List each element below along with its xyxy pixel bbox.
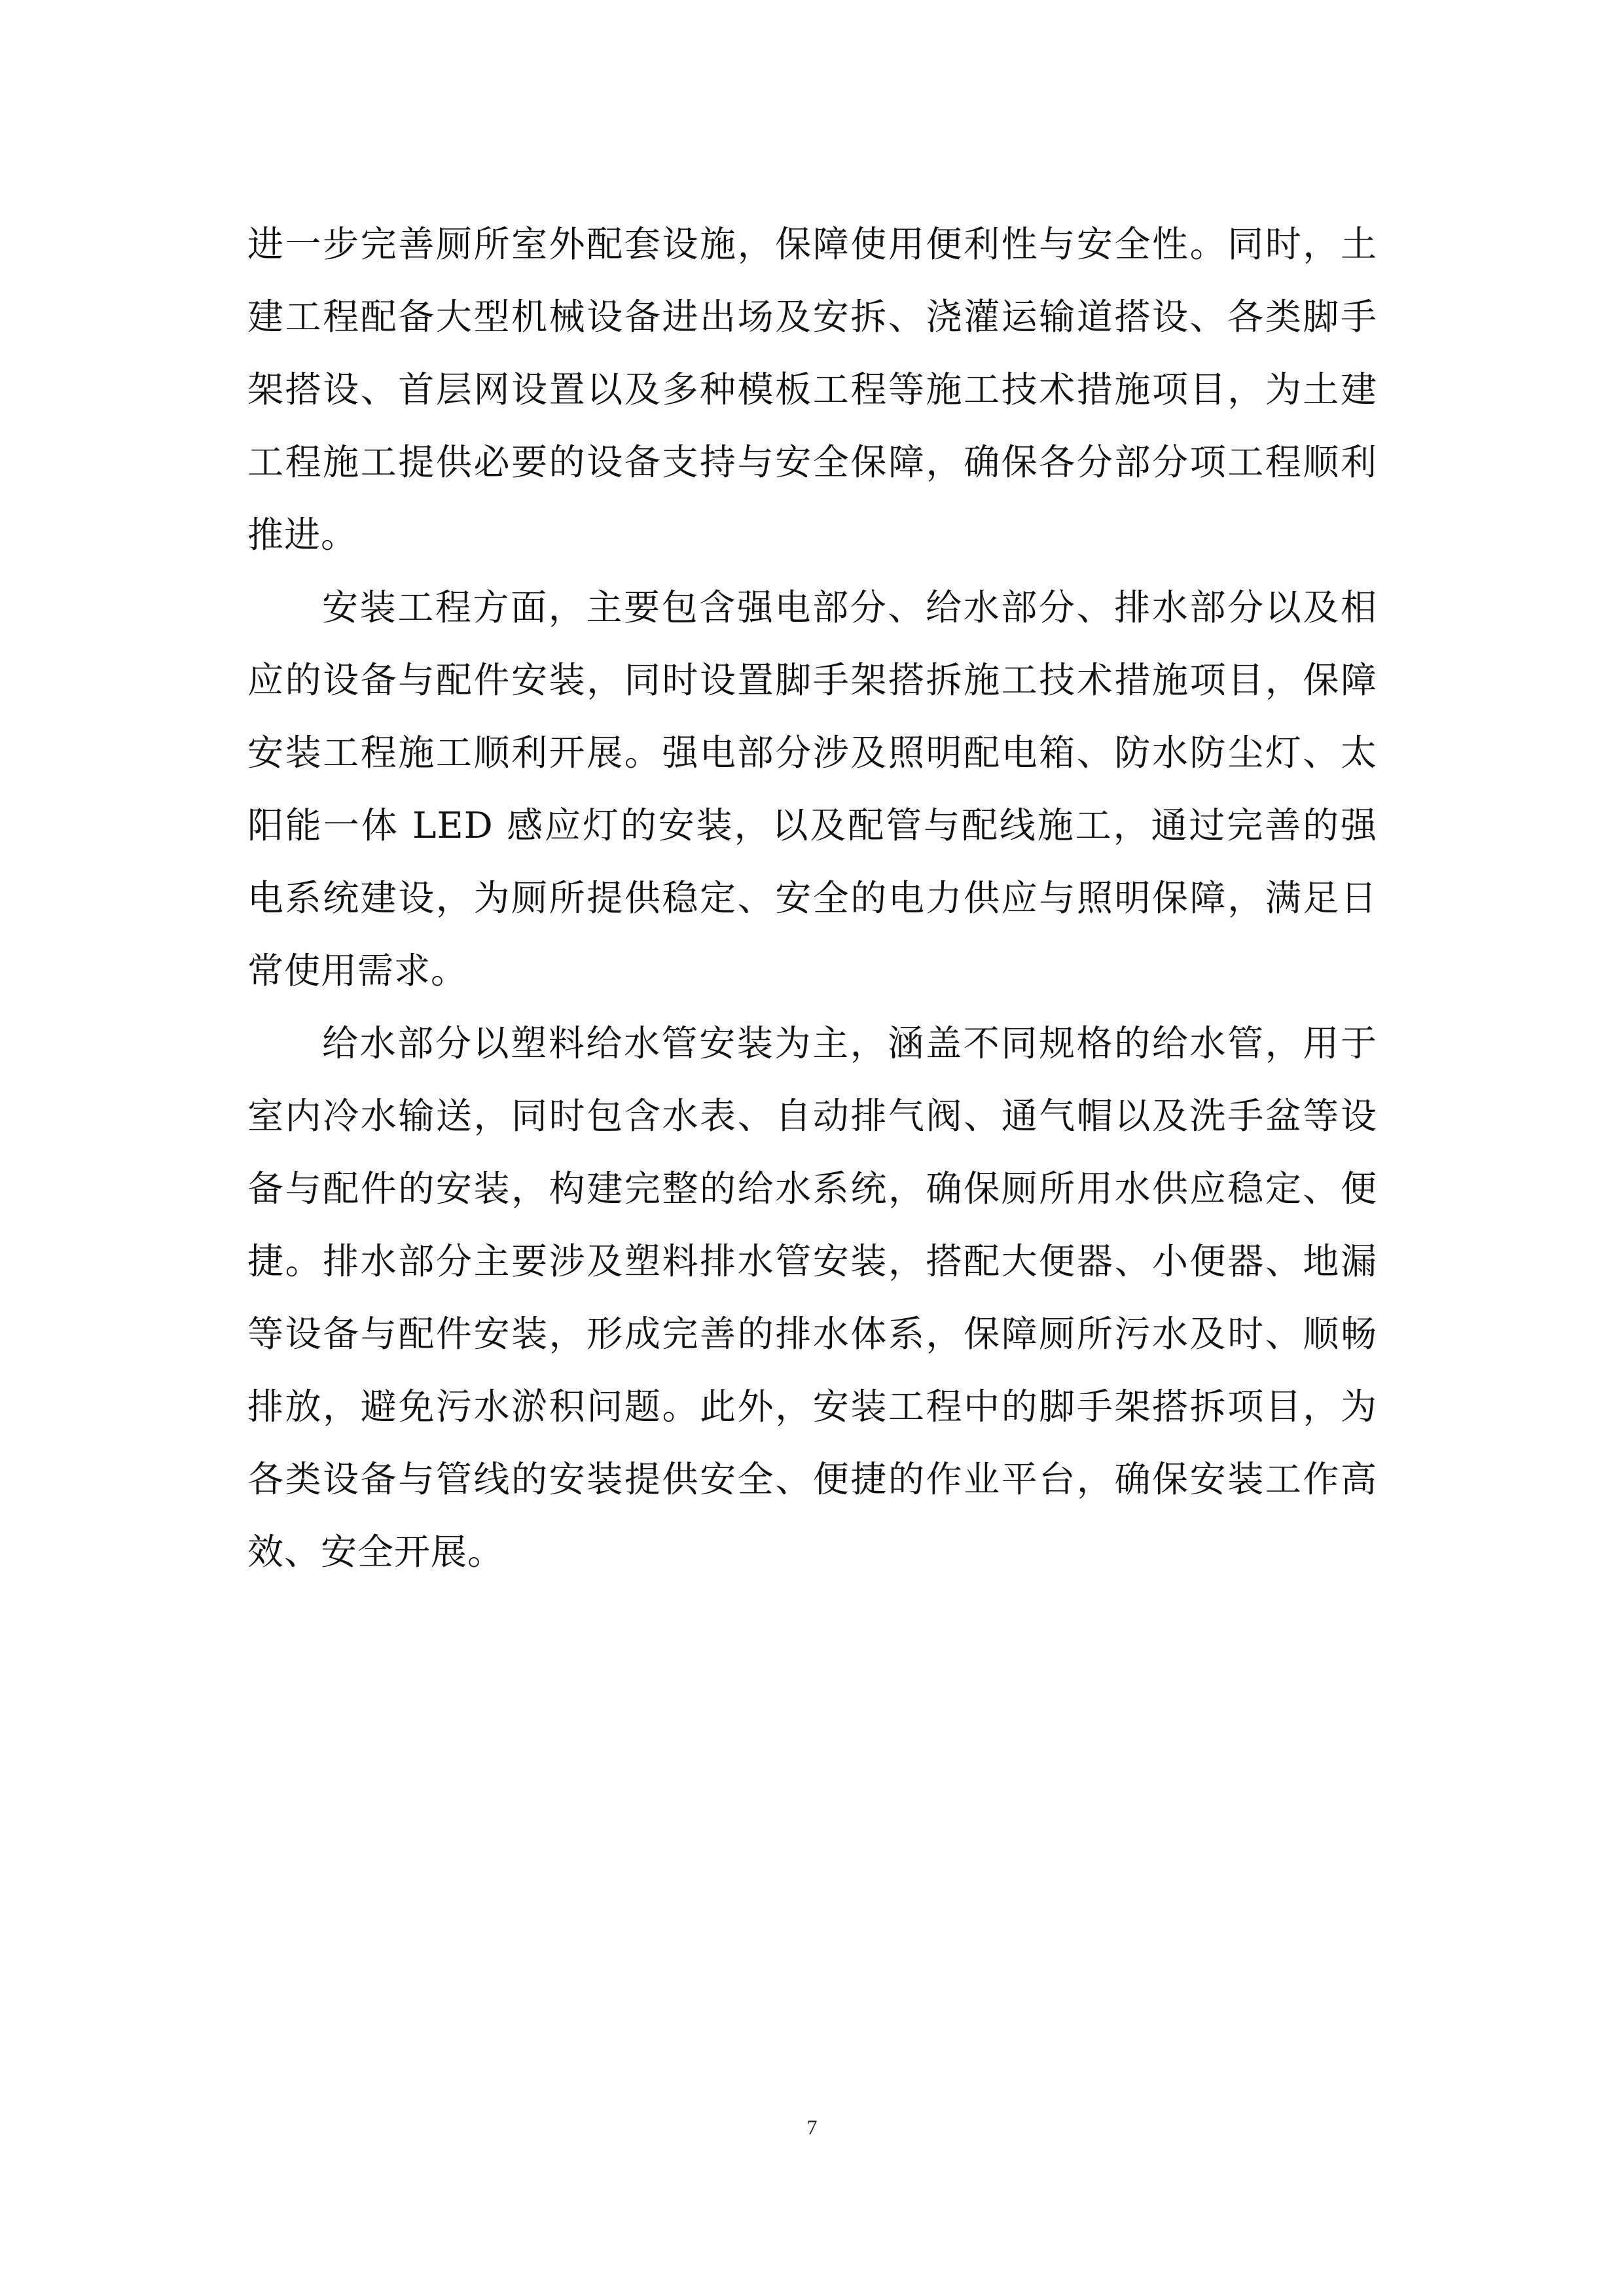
body-text [247, 208, 1377, 1588]
paragraph-continuation: 进一步完善厕所室外配套设施，保障使用便利性与安全性。同时，土建工程配备大型机械设备进出场及安拆、浇灌运输道搭设、各类脚手架搭设、首层网设置以及多种模板工程等施工技术措施项目，为土建工程施工提供必要的设备支持与安全保障，确保各分部分项工程顺利推进。 [247, 223, 1377, 556]
page-number: 7 [806, 2115, 818, 2139]
paragraph-water-supply-drainage: 给水部分以塑料给水管安装为主，涵盖不同规格的给水管，用于室内冷水输送，同时包含水表、自动排气阀、通气帽以及洗手盆等设备与配件的安装，构建完整的给水系统，确保厕所用水供应稳定、便捷。排水部分主要涉及塑料排水管安装，搭配大便器、小便器、地漏等设备与配件安装，形成完善的排水体系，保障厕所污水及时、顺畅排放，避免污水淤积问题。此外，安装工程中的脚手架搭拆项目，为各类设备与管线的安装提供安全、便捷的作业平台，确保安装工作高效、安全开展。 [247, 1022, 1377, 1573]
paragraph-installation-overview: 安装工程方面，主要包含强电部分、给水部分、排水部分以及相应的设备与配件安装，同时设置脚手架搭拆施工技术措施项目，保障安装工程施工顺利开展。强电部分涉及照明配电箱、防水防尘灯、太阳能一体 LED 感应灯的安装，以及配管与配线施工，通过完善的强电系统建设，为厕所提供稳定、安全的电力供应与照明保障，满足日常使用需求。 [247, 586, 1377, 992]
